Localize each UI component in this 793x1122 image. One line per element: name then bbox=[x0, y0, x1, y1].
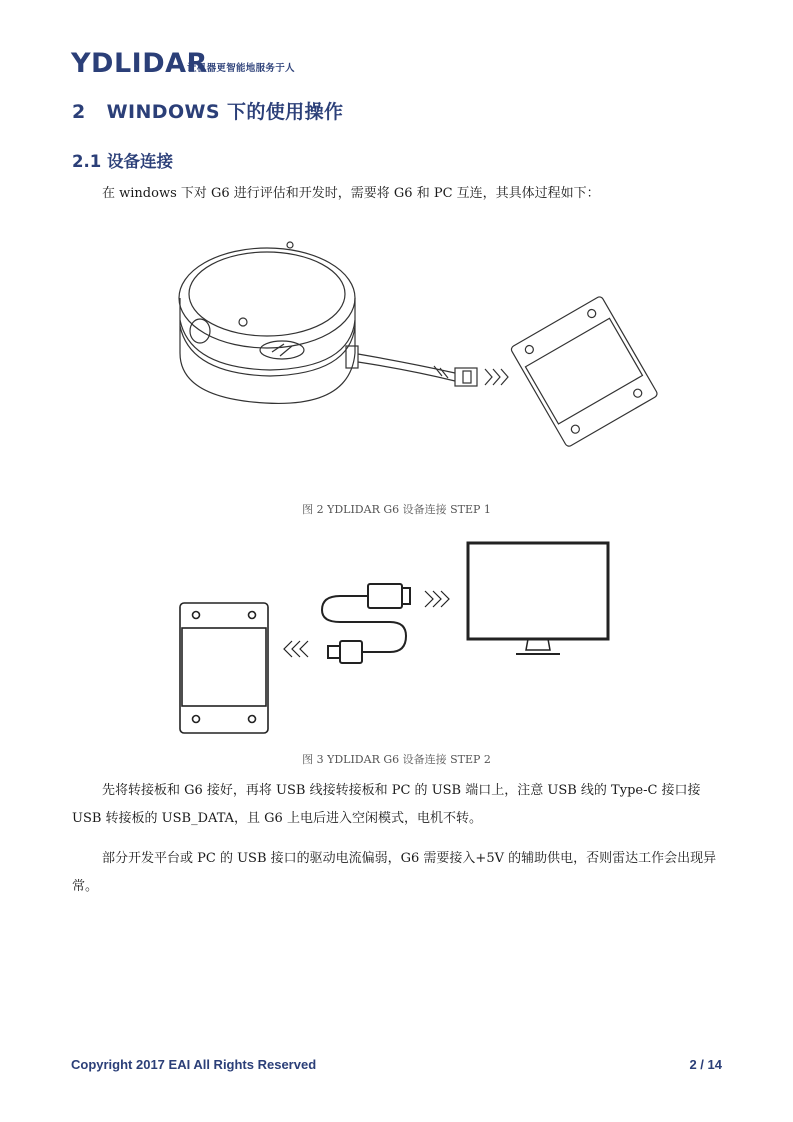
figure-2-caption: 图 2 YDLIDAR G6 设备连接 STEP 1 bbox=[302, 503, 491, 516]
footer-page-number: 2 / 14 bbox=[689, 1057, 722, 1072]
usb-cable bbox=[322, 584, 410, 663]
svg-text:YDLIDAR: YDLIDAR bbox=[71, 48, 208, 79]
connection-paragraph: 先将转接板和 G6 接好，再将 USB 线接转接板和 PC 的 USB 端口上，注意 USB 线的 Type-C 接口接 USB 转接板的 USB_DATA，且 G6 上电后进入空闲模式，电机不转。 bbox=[72, 783, 701, 826]
power-note-paragraph: 部分开发平台或 PC 的 USB 接口的驱动电流偏弱，G6 需要接入+5V 的辅助供电，否则雷达工作会出现异常。 bbox=[72, 851, 717, 894]
header-logo bbox=[71, 46, 295, 78]
lidar-top bbox=[179, 248, 355, 348]
intro-paragraph: 在 windows 下对 G6 进行评估和开发时，需要将 G6 和 PC 互连，其具体过程如下： bbox=[102, 186, 600, 201]
adapter-board-front bbox=[180, 603, 268, 733]
subsection-heading: 2.1 设备连接 bbox=[72, 152, 173, 171]
footer-copyright: Copyright 2017 EAI All Rights Reserved bbox=[71, 1057, 317, 1072]
figure-3-caption: 图 3 YDLIDAR G6 设备连接 STEP 2 bbox=[302, 753, 491, 766]
logo-slogan: 让机器更智能地服务于人 bbox=[187, 63, 295, 74]
pc-monitor bbox=[468, 543, 608, 654]
lidar-body bbox=[180, 298, 355, 403]
adapter-board bbox=[510, 296, 658, 448]
section-heading: 2 WINDOWS 下的使用操作 bbox=[72, 101, 344, 123]
figure-2-illustration bbox=[170, 228, 640, 488]
figure-3-illustration bbox=[170, 538, 620, 738]
ydlidar-logo bbox=[71, 46, 208, 79]
